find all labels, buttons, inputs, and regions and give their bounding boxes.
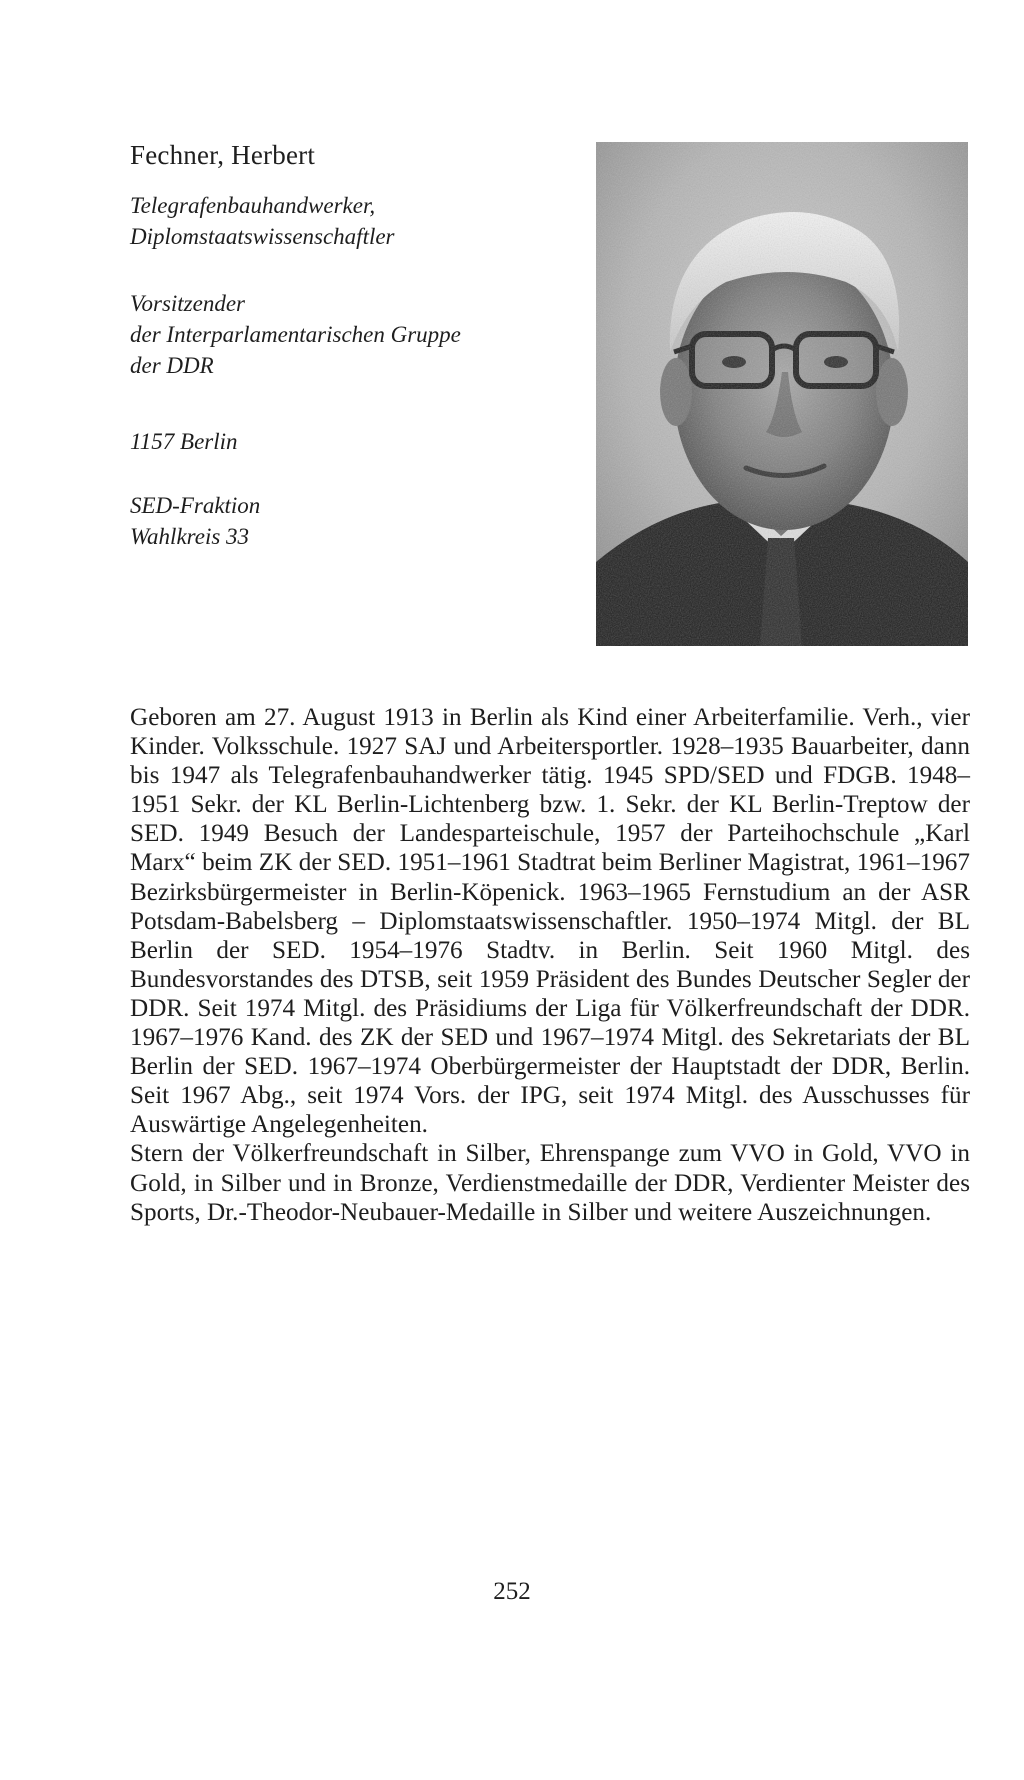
function-line: der DDR <box>130 353 214 378</box>
address <box>130 426 238 457</box>
faction-line: SED-Fraktion <box>130 493 261 518</box>
person-name: Fechner, Herbert <box>130 140 316 170</box>
page-number: 252 <box>493 1578 531 1605</box>
biography-paragraph: Geboren am 27. August 1913 in Berlin als Kind einer Arbeiterfamilie. Verh., vier Kinder. Volksschule. 1927 SAJ und Arbeitersportler. 1928–1935 Bauarbeiter, dann bis 1947 als Telegrafenbauhandwerker tätig. 1945 SPD/SED und FDGB. 1948–1951 Sekr. der KL Berlin-Lichtenberg bzw. 1. Sekr. der KL Berlin-Treptow der SED. 1949 Besuch der Landesparteischule, 1957 der Parteihochschule „Karl Marx“ beim ZK der SED. 1951–1961 Stadtrat beim Berliner Magistrat, 1961–1967 Bezirksbürgermeister in Berlin-Köpenick. 1963–1965 Fernstudium an der ASR Potsdam-Babelsberg – Diplomstaatswissenschaftler. 1950–1974 Mitgl. der BL Berlin der SED. 1954–1976 Stadtv. in Berlin. Seit 1960 Mitgl. des Bundesvorstandes des DTSB, seit 1959 Präsident des Bundes Deutscher Segler der DDR. Seit 1974 Mitgl. des Präsidiums der Liga für Völkerfreundschaft der DDR. 1967–1976 Kand. des ZK der SED und 1967–1974 Mitgl. des Sekretariats der BL Berlin der SED. 1967–1974 Oberbürgermeister der Hauptstadt der DDR, Berlin. Seit 1967 Abg., seit 1974 Vors. der IPG, seit 1974 Mitgl. des Ausschusses für Auswärtige Angelegenheiten. <box>130 704 970 1139</box>
address-line: 1157 Berlin <box>130 429 238 454</box>
occupation-line: Diplomstaatswissenschaftler <box>130 224 395 249</box>
awards-paragraph: Stern der Völkerfreundschaft in Silber, Ehrenspange zum VVO in Gold, VVO in Gold, in Silber und in Bronze, Verdienstmedaille der DDR, Verdienter Meister des Sports, Dr.-Theodor-Neubauer-Medaille in Silber und weitere Auszeichnungen. <box>130 1140 970 1226</box>
portrait-photo-icon <box>596 142 968 646</box>
constituency-line: Wahlkreis 33 <box>130 524 250 549</box>
occupations <box>130 190 395 252</box>
faction <box>130 490 260 552</box>
occupation-line: Telegrafenbauhandwerker, <box>130 193 376 218</box>
function-line: der Interparlamentarischen Gruppe <box>130 322 461 347</box>
function <box>130 288 461 381</box>
biography <box>130 703 970 1227</box>
function-line: Vorsitzender <box>130 291 245 316</box>
